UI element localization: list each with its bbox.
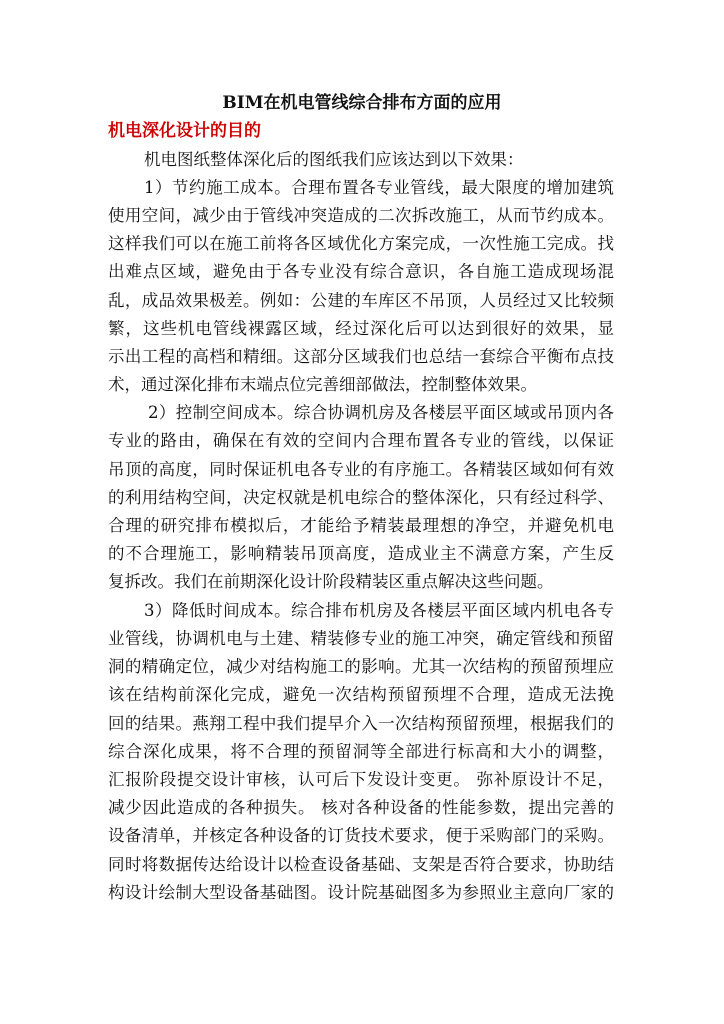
paragraph-line: 出难点区域，避免由于各专业没有综合意识，各自施工造成现场混 [108, 262, 614, 281]
paragraph-line: 汇报阶段提交设计审核，认可后下发设计变更。 弥补原设计不足， [108, 770, 614, 789]
paragraph-line: 机电图纸整体深化后的图纸我们应该达到以下效果： [144, 150, 524, 169]
paragraph-line: 同时将数据传达给设计以检查设备基础、支架是否符合要求，协助结 [108, 855, 614, 874]
paragraph-line: 的利用结构空间，决定权就是机电综合的整体深化，只有经过科学、 [108, 488, 614, 507]
paragraph-line: 洞的精确定位，减少对结构施工的影响。尤其一次结构的预留预埋应 [108, 657, 614, 676]
paragraph-line: 1）节约施工成本。合理布置各专业管线，最大限度的增加建筑 [144, 178, 614, 197]
paragraph-line: 吊顶的高度，同时保证机电各专业的有序施工。各精装区域如何有效 [108, 460, 614, 479]
paragraph-line: 综合深化成果，将不合理的预留洞等全部进行标高和大小的调整， [108, 742, 614, 761]
paragraph-line: 复拆改。我们在前期深化设计阶段精装区重点解决这些问题。 [108, 572, 554, 591]
paragraph-line: 回的结果。燕翔工程中我们提早介入一次结构预留预埋，根据我们的 [108, 714, 614, 733]
paragraph-line: 这样我们可以在施工前将各区域优化方案完成，一次性施工完成。找 [108, 234, 614, 253]
paragraph-line: 减少因此造成的各种损失。 核对各种设备的性能参数，提出完善的 [108, 798, 614, 817]
paragraph-line: 示出工程的高档和精细。这部分区域我们也总结一套综合平衡布点技 [108, 347, 614, 366]
paragraph-line: 业管线，协调机电与土建、精装修专业的施工冲突，确定管线和预留 [108, 629, 614, 648]
document-title: BIM在机电管线综合排布方面的应用 [222, 93, 502, 113]
paragraph-line: 2）控制空间成本。综合协调机房及各楼层平面区域或吊顶内各 [148, 403, 614, 422]
paragraph-line: 构设计绘制大型设备基础图。设计院基础图多为参照业主意向厂家的 [108, 883, 614, 902]
paragraph-line: 3）降低时间成本。综合排布机房及各楼层平面区域内机电各专 [144, 601, 614, 620]
paragraph-line: 乱，成品效果极差。例如：公建的车库区不吊顶，人员经过又比较频 [108, 291, 614, 310]
paragraph-line: 的不合理施工，影响精装吊顶高度，造成业主不满意方案，产生反 [108, 544, 614, 563]
paragraph-line: 繁，这些机电管线裸露区域，经过深化后可以达到很好的效果，显 [108, 319, 614, 338]
section-heading: 机电深化设计的目的 [108, 121, 261, 141]
paragraph-line: 术，通过深化排布末端点位完善细部做法，控制整体效果。 [108, 375, 537, 394]
paragraph-line: 专业的路由，确保在有效的空间内合理布置各专业的管线，以保证 [108, 431, 614, 450]
paragraph-line: 该在结构前深化完成，避免一次结构预留预埋不合理，造成无法挽 [108, 685, 614, 704]
paragraph-line: 使用空间，减少由于管线冲突造成的二次拆改施工，从而节约成本。 [108, 206, 614, 225]
paragraph-line: 合理的研究排布模拟后，才能给予精装最理想的净空，并避免机电 [108, 516, 614, 535]
paragraph-line: 设备清单，并核定各种设备的订货技术要求，便于采购部门的采购。 [108, 826, 614, 845]
